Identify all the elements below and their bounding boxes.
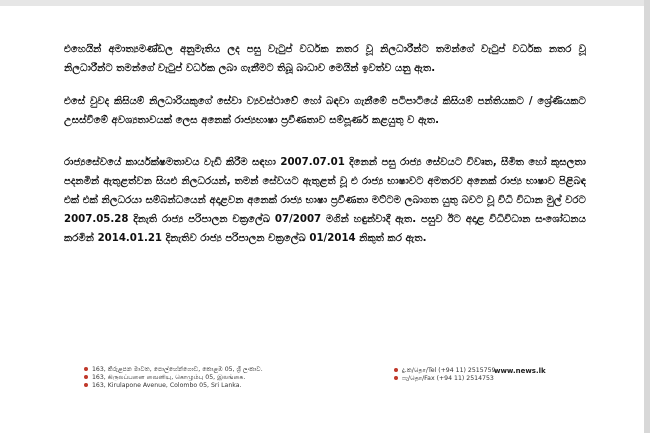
bullet-dot-icon <box>84 367 88 371</box>
footer-website: www.news.lk <box>494 367 546 375</box>
paragraph-2: එසේ වුවද කිසියම් නිලධාරියකුගේ සේවා ව්‍යවස්ථාවේ හෝ බඳවා ගැනීමේ පටිපාටියේ කිසියම් පන්තියකට / ශ්‍රේණියකට උසස්වීමේ අවශ්‍යතාවයක් ලෙස අනෙක් රාජ්‍යභාෂා ප්‍රවීණතාව සම්පූර්ණ කළයුතු ව ඇත. <box>64 96 586 126</box>
letterhead-footer <box>84 366 564 426</box>
footer-phone: දු.ක/தொ/Tel (+94 11) 2515759 <box>394 367 504 375</box>
address-line-tamil: 163, கிருலப்பனை வைனியு, கொழும்பு 05, இலங்கை. <box>84 374 304 382</box>
phone-dot-icon <box>394 368 398 372</box>
bullet-dot-icon <box>84 375 88 379</box>
paragraph-1: එහෙයින් අමාත්‍යමණ්ඩල අනුමැතිය ලද පසු වැටුප් වර්ධක නතර වූ නිලධාරීන්ට තමන්ගේ වැටුප් වර්ධක නතර වූ නිලධාරීන්ට තමන්ගේ වැටුප් වර්ධක ලබා ගැනීමට තිබූ බාධාව මෙයින් ඉවත්ව යනු ඇත. <box>64 44 586 74</box>
paragraph-3: රාජ්‍යසේවයේ කාර්යක්ෂමතාවය වැඩි කිරීම සඳහා 2007.07.01 දිනෙන් පසු රාජ්‍ය සේවයට විවෘත, සීමිත හෝ කුසලතා පදනමින් ඇතුළත්වන සියළු නිලධරයන්, තමන් සේවයට ඇතුළත් වූ එ රාජ්‍ය භාෂාවට අමතරව අනෙක් රාජ්‍ය භාෂාව පිළිබඳ එක් එක් නිලධරයා සම්බන්ධයෙන් අදාළවන අනෙක් රාජ්‍ය භාෂා ප්‍රවීණතා මට්ටම ලබාගත යුතු බවට වූ විධි විධාන මුල් වරට 2007.05.28 දිනැති රාජ්‍ය පරිපාලන චක්‍රලේඛ 07/2007 මගින් හඳුන්වාදී ඇත. පසුව ඊට අදාළ විධිවිධාන සංශෝධනය කරමින් 2014.01.21 දිනැතිව රාජ්‍ය පරිපාලන චක්‍රලේඛ 01/2014 නිකුත් කර ඇත. <box>64 157 586 244</box>
address-line-english: 163, Kirulapone Avenue, Colombo 05, Sri Lanka. <box>84 382 304 390</box>
footer-fax: ෆැ/தொ/Fax (+94 11) 2514753 <box>394 375 504 383</box>
footer-address <box>84 366 304 390</box>
footer-contact <box>394 367 504 383</box>
bullet-dot-icon <box>84 383 88 387</box>
scan-edge-top <box>0 0 650 6</box>
address-line-sinhala: 163, කිරුළපන මාවත, පොල්හේන්ගොඩ, කොළඹ 05, ශ්‍රී ලංකාව. <box>84 366 304 374</box>
fax-dot-icon <box>394 376 398 380</box>
scan-edge-right <box>644 0 650 433</box>
